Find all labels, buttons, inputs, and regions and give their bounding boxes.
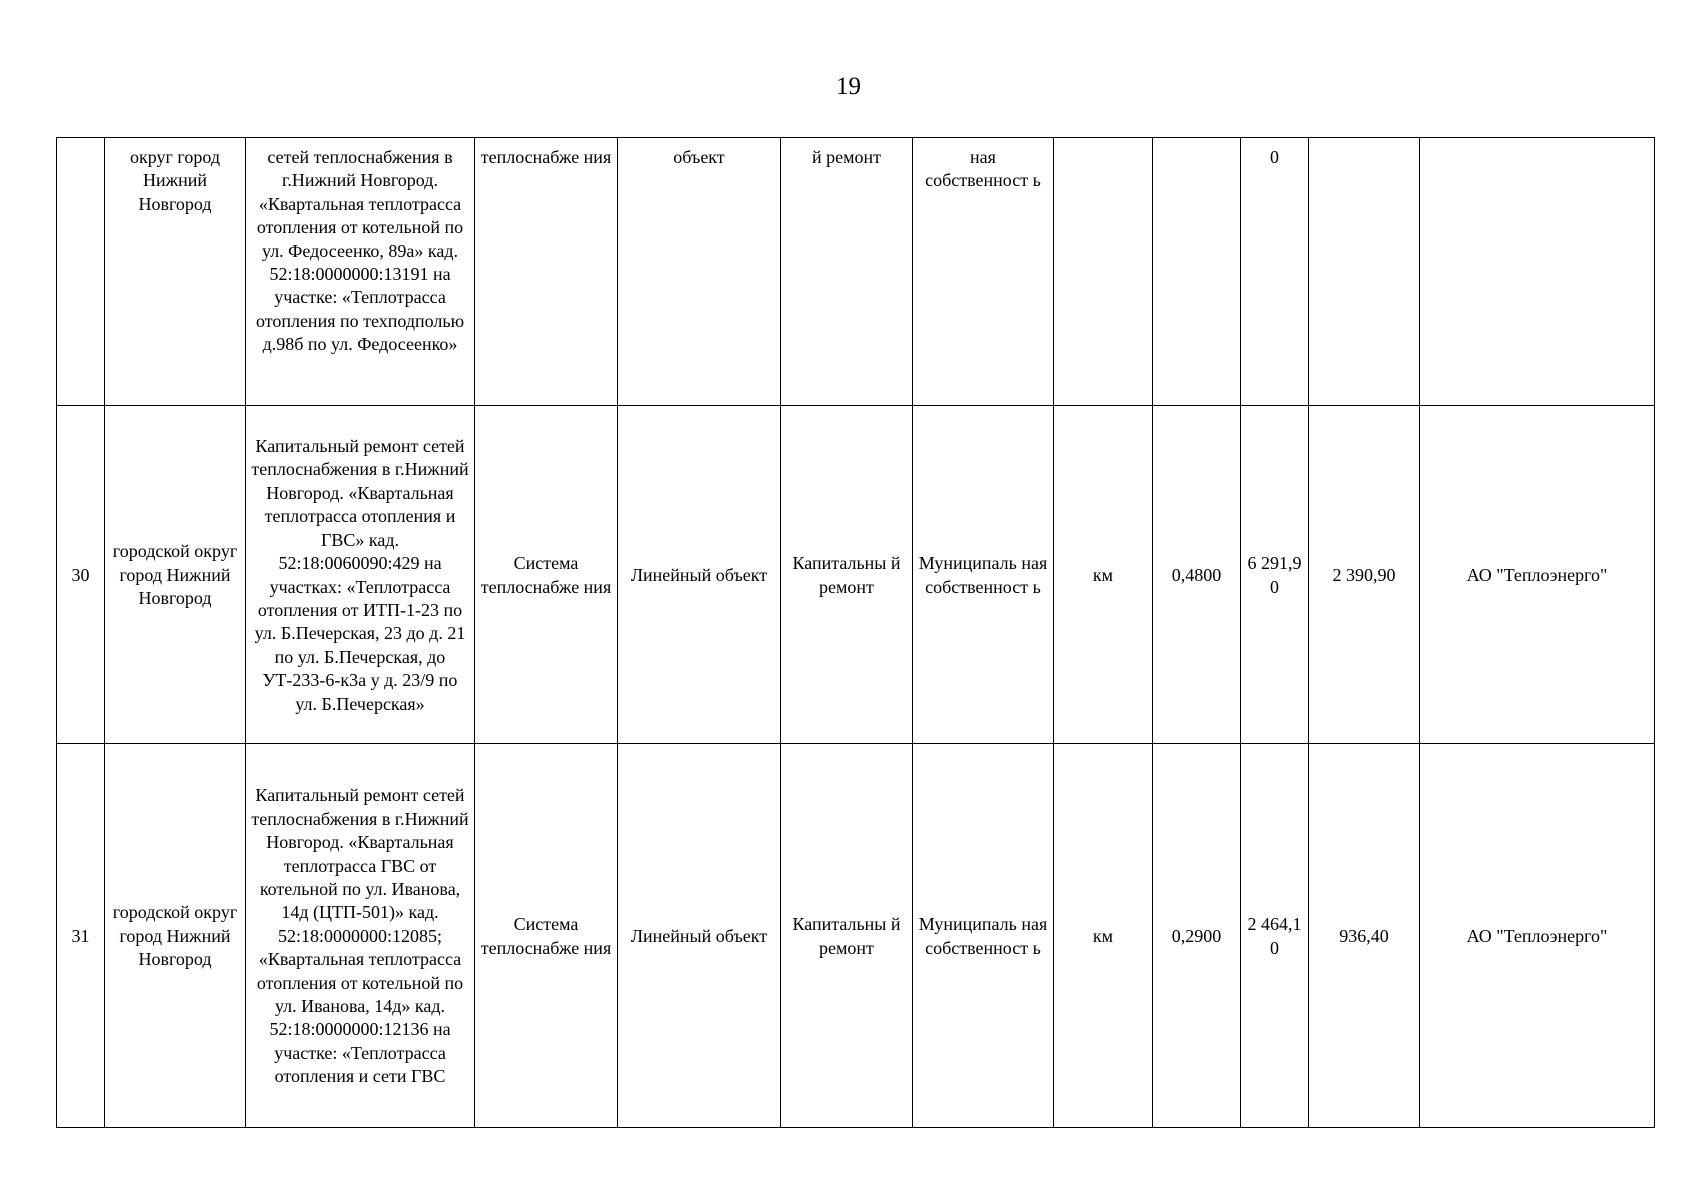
quantity-cell: 0,2900 (1153, 744, 1241, 1128)
amount-cell (1309, 138, 1420, 406)
unit-cell: км (1054, 744, 1153, 1128)
cost-cell: 2 464,1 0 (1241, 744, 1309, 1128)
page-number: 19 (836, 73, 861, 100)
amount-cell: 2 390,90 (1309, 406, 1420, 744)
executor-cell (1420, 138, 1655, 406)
row-number-cell: 30 (57, 406, 105, 744)
system-cell: Система теплоснабже ния (475, 744, 618, 1128)
object-name-cell: Капитальный ремонт сетей теплоснабжения в г.Нижний Новгород. «Квартальная теплотрасса ГВС от котельной по ул. Иванова, 14д (ЦТП-501)» кад. 52:18:0000000:12085; «Квартальная теплотрасса отопления от котельной по ул. Иванова, 14д» кад. 52:18:0000000:12136 на участке: «Теплотрасса отопления и сети ГВС (246, 744, 475, 1128)
property-cell: ная собственност ь (913, 138, 1054, 406)
program-table (56, 137, 1655, 1128)
table-row (57, 406, 1655, 744)
property-cell: Муниципаль ная собственност ь (913, 744, 1054, 1128)
quantity-cell (1153, 138, 1241, 406)
cost-cell: 6 291,9 0 (1241, 406, 1309, 744)
system-cell: Система теплоснабже ния (475, 406, 618, 744)
table-row (57, 138, 1655, 406)
executor-cell: АО "Теплоэнерго" (1420, 406, 1655, 744)
okrug-cell: городской округ город Нижний Новгород (105, 744, 246, 1128)
unit-cell: км (1054, 406, 1153, 744)
amount-cell: 936,40 (1309, 744, 1420, 1128)
object-type-cell: Линейный объект (618, 406, 781, 744)
cost-cell: 0 (1241, 138, 1309, 406)
object-type-cell: Линейный объект (618, 744, 781, 1128)
row-number-cell (57, 138, 105, 406)
object-name-cell: сетей теплоснабжения в г.Нижний Новгород. «Квартальная теплотрасса отопления от котельной по ул. Федосеенко, 89а» кад. 52:18:0000000:13191 на участке: «Теплотрасса отопления по техподполью д.98б по ул. Федосеенко» (246, 138, 475, 406)
row-number-cell: 31 (57, 744, 105, 1128)
work-type-cell: Капитальны й ремонт (781, 744, 913, 1128)
work-type-cell: й ремонт (781, 138, 913, 406)
okrug-cell: округ город Нижний Новгород (105, 138, 246, 406)
work-type-cell: Капитальны й ремонт (781, 406, 913, 744)
quantity-cell: 0,4800 (1153, 406, 1241, 744)
object-type-cell: объект (618, 138, 781, 406)
object-name-cell: Капитальный ремонт сетей теплоснабжения в г.Нижний Новгород. «Квартальная теплотрасса отопления и ГВС» кад. 52:18:0060090:429 на участках: «Теплотрасса отопления от ИТП-1-23 по ул. Б.Печерская, 23 до д. 21 по ул. Б.Печерская, до УТ-233-6-к3а у д. 23/9 по ул. Б.Печерская» (246, 406, 475, 744)
okrug-cell: городской округ город Нижний Новгород (105, 406, 246, 744)
executor-cell: АО "Теплоэнерго" (1420, 744, 1655, 1128)
property-cell: Муниципаль ная собственност ь (913, 406, 1054, 744)
table-row (57, 744, 1655, 1128)
system-cell: теплоснабже ния (475, 138, 618, 406)
unit-cell (1054, 138, 1153, 406)
